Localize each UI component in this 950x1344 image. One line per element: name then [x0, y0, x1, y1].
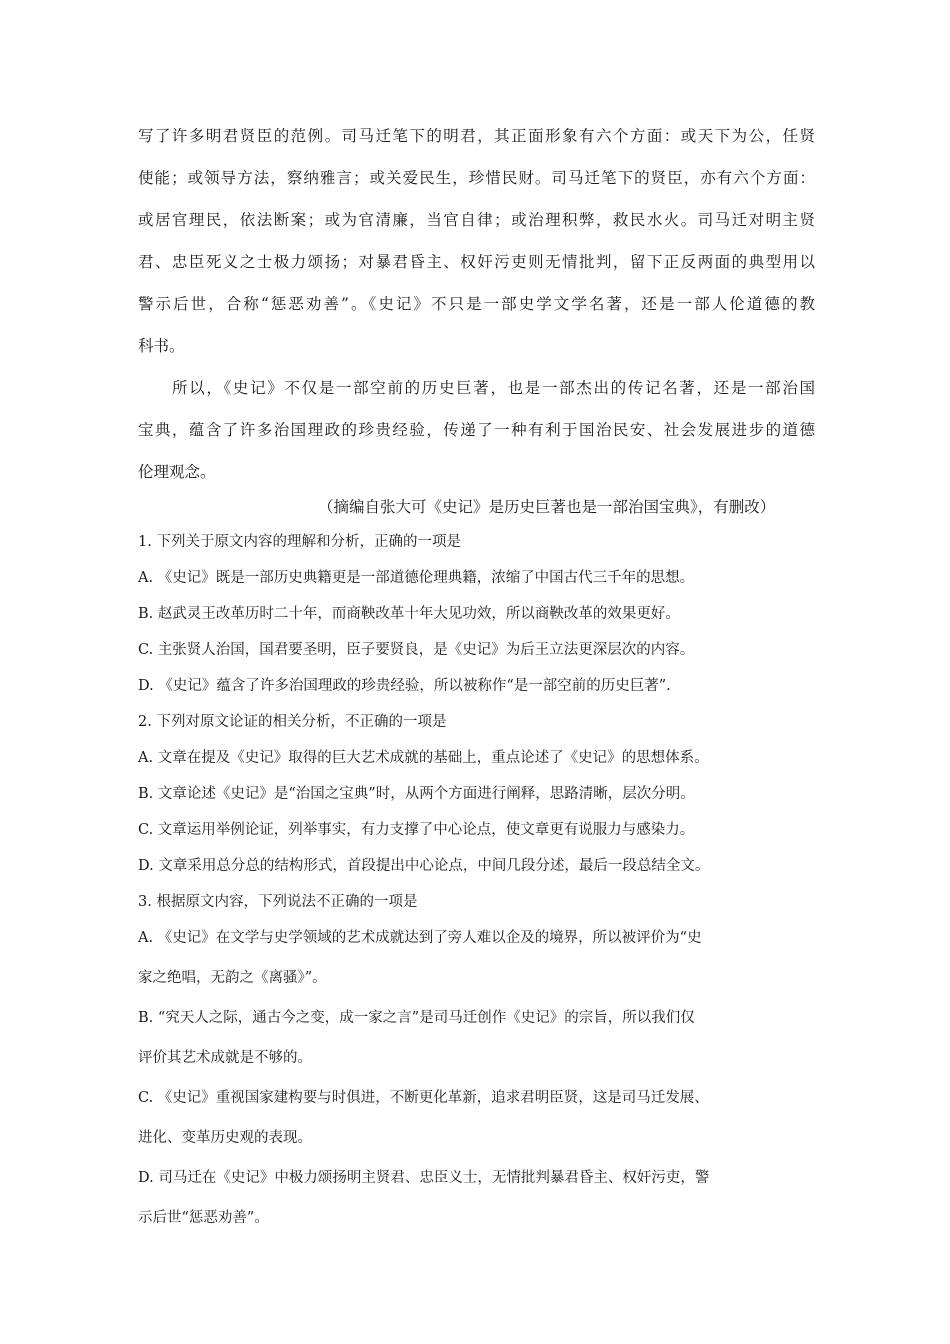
option-d-continued: 示后世“惩恶劝善”。 — [138, 1210, 269, 1226]
option-d: D. 文章采用总分总的结构形式，首段提出中心论点，中间几段分述，最后一段总结全文。 — [138, 858, 710, 874]
passage-line: 写了许多明君贤臣的范例。司马迁笔下的明君，其正面形象有六个方面：或天下为公，任贤 — [138, 127, 815, 145]
option-b: B. “究天人之际，通古今之变，成一家之言”是司马迁创作《史记》的宗旨，所以我们仅 — [138, 1010, 695, 1026]
option-b: B. 赵武灵王改革历时二十年，而商鞅改革十年大见功效，所以商鞅改革的效果更好。 — [138, 606, 680, 622]
option-a-continued: 家之绝唱，无韵之《离骚》”。 — [138, 970, 327, 986]
question-stem: 2. 下列对原文论证的相关分析，不正确的一项是 — [138, 714, 447, 730]
option-c: C. 文章运用举例论证，列举事实，有力支撑了中心论点，使文章更有说服力与感染力。 — [138, 822, 695, 838]
source-citation: （摘编自张大可《史记》是历史巨著也是一部治国宝典》，有删改） — [318, 498, 776, 516]
passage-line: 使能；或领导方法，察纳雅言；或关爱民生，珍惜民财。司马迁笔下的贤臣，亦有六个方面： — [138, 169, 815, 187]
passage-line: 君、忠臣死义之士极力颂扬；对暴君昏主、权奸污吏则无情批判，留下正反两面的典型用以 — [138, 253, 815, 271]
option-c: C. 主张贤人治国，国君要圣明，臣子要贤良，是《史记》为后王立法更深层次的内容。 — [138, 642, 695, 658]
option-a: A. 文章在提及《史记》取得的巨大艺术成就的基础上，重点论述了《史记》的思想体系。 — [138, 750, 709, 766]
option-a: A. 《史记》在文学与史学领域的艺术成就达到了旁人难以企及的境界，所以被评价为“史 — [138, 930, 702, 946]
passage-line: 伦理观念。 — [138, 463, 216, 481]
question-stem: 3. 根据原文内容，下列说法不正确的一项是 — [138, 894, 418, 910]
passage-line: 所以，《史记》不仅是一部空前的历史巨著，也是一部杰出的传记名著，还是一部治国 — [172, 379, 815, 397]
option-c: C. 《史记》重视国家建构要与时俱进，不断更化革新，追求君明臣贤，这是司马迁发展、 — [138, 1090, 709, 1106]
passage-line: 科书。 — [138, 337, 185, 355]
passage-line: 警示后世，合称“惩恶劝善”。《史记》不只是一部史学文学名著，还是一部人伦道德的教 — [138, 295, 815, 313]
option-c-continued: 进化、变革历史观的表现。 — [138, 1130, 312, 1146]
option-b-continued: 评价其艺术成就是不够的。 — [138, 1050, 312, 1066]
passage-line: 宝典，蕴含了许多治国理政的珍贵经验，传递了一种有利于国治民安、社会发展进步的道德 — [138, 421, 815, 439]
option-a: A. 《史记》既是一部历史典籍更是一部道德伦理典籍，浓缩了中国古代三千年的思想。 — [138, 570, 695, 586]
passage-line: 或居官理民，依法断案；或为官清廉，当官自律；或治理积弊，救民水火。司马迁对明主贤 — [138, 211, 815, 229]
question-stem: 1. 下列关于原文内容的理解和分析，正确的一项是 — [138, 534, 461, 550]
option-b: B. 文章论述《史记》是“治国之宝典”时，从两个方面进行阐释，思路清晰，层次分明。 — [138, 786, 695, 802]
option-d: D. 司马迁在《史记》中极力颂扬明主贤君、忠臣义士，无情批判暴君昏主、权奸污吏，警 — [138, 1170, 710, 1186]
option-d: D. 《史记》蕴含了许多治国理政的珍贵经验，所以被称作“是一部空前的历史巨著”. — [138, 678, 671, 694]
